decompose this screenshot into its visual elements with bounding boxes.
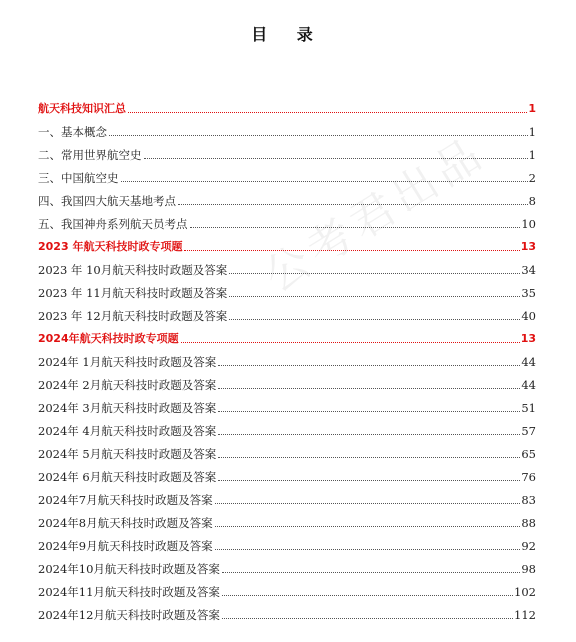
toc-entry[interactable] (38, 369, 536, 392)
toc-leader-dots (218, 410, 520, 412)
watermark: 公考君出品 (255, 126, 495, 303)
toc-page-number: 2 (528, 171, 536, 185)
toc-entry[interactable] (38, 576, 536, 599)
toc-leader-dots (218, 364, 520, 366)
toc-leader-dots (215, 502, 521, 504)
toc-leader-dots (128, 111, 527, 113)
toc-page-number: 1 (528, 125, 536, 139)
toc-entry-label: 四、我国四大航天基地考点 (38, 194, 176, 208)
toc-page-number: 44 (521, 355, 536, 369)
toc-entry-label: 2024年10月航天科技时政题及答案 (38, 562, 220, 576)
toc-leader-dots (181, 341, 520, 343)
toc-page-number: 51 (521, 401, 536, 415)
toc-page-number: 1 (528, 102, 536, 115)
toc-entry[interactable] (38, 254, 536, 277)
toc-entry[interactable] (38, 553, 536, 576)
toc-leader-dots (229, 318, 520, 320)
toc-leader-dots (144, 157, 528, 159)
toc-leader-dots (218, 456, 520, 458)
toc-leader-dots (222, 594, 513, 596)
toc-leader-dots (218, 433, 520, 435)
toc-entry[interactable] (38, 461, 536, 484)
toc-page-number: 102 (514, 585, 536, 599)
toc-page-number: 40 (521, 309, 536, 323)
toc-entry[interactable] (38, 346, 536, 369)
toc-page-number: 8 (528, 194, 536, 208)
toc-entry[interactable] (38, 484, 536, 507)
toc-entry-label: 2024年8月航天科技时政题及答案 (38, 516, 213, 530)
toc-section-heading[interactable] (38, 93, 536, 116)
page-title: 目 录 (251, 25, 325, 44)
toc-page-number: 65 (521, 447, 536, 461)
toc-entry[interactable] (38, 139, 536, 162)
toc-section-heading[interactable] (38, 323, 536, 346)
toc-leader-dots (190, 226, 521, 228)
toc-entry-label: 五、我国神舟系列航天员考点 (38, 217, 188, 231)
toc-page-number: 83 (521, 493, 536, 507)
toc-leader-dots (215, 525, 521, 527)
toc-entry-label: 2024年 1月航天科技时政题及答案 (38, 355, 217, 369)
toc-leader-dots (184, 249, 519, 251)
toc-entry[interactable] (38, 438, 536, 461)
toc-entry[interactable] (38, 185, 536, 208)
toc-page-number: 92 (521, 539, 536, 553)
toc-entry[interactable] (38, 162, 536, 185)
toc-leader-dots (178, 203, 528, 205)
toc-leader-dots (229, 295, 520, 297)
toc-entry-label: 2024年7月航天科技时政题及答案 (38, 493, 213, 507)
toc-entry-label: 2024年11月航天科技时政题及答案 (38, 585, 220, 599)
toc-entry-label: 2023 年 10月航天科技时政题及答案 (38, 263, 228, 277)
toc-page-number: 98 (521, 562, 536, 576)
toc-entry-label: 2024年 6月航天科技时政题及答案 (38, 470, 217, 484)
toc-page-number: 112 (514, 608, 536, 622)
toc-entry[interactable] (38, 116, 536, 139)
toc-leader-dots (215, 548, 521, 550)
toc-entry-label: 航天科技知识汇总 (38, 102, 126, 115)
toc-entry-label: 2024年航天科技时政专项题 (38, 332, 179, 345)
toc-entry[interactable] (38, 415, 536, 438)
toc-page-number: 88 (521, 516, 536, 530)
toc-section-heading[interactable] (38, 231, 536, 254)
toc-leader-dots (218, 479, 520, 481)
toc-entry-label: 2024年9月航天科技时政题及答案 (38, 539, 213, 553)
toc-entry-label: 二、常用世界航空史 (38, 148, 142, 162)
toc-page-number: 35 (521, 286, 536, 300)
toc-page-number: 13 (520, 240, 536, 253)
table-of-contents (38, 93, 536, 622)
toc-leader-dots (222, 571, 520, 573)
toc-entry-label: 2024年 3月航天科技时政题及答案 (38, 401, 217, 415)
toc-leader-dots (121, 180, 528, 182)
toc-page-number: 76 (521, 470, 536, 484)
toc-entry-label: 2023 年航天科技时政专项题 (38, 240, 183, 253)
toc-page-number: 1 (528, 148, 536, 162)
toc-leader-dots (218, 387, 520, 389)
toc-entry[interactable] (38, 208, 536, 231)
toc-leader-dots (109, 134, 528, 136)
toc-entry[interactable] (38, 599, 536, 622)
toc-entry-label: 2023 年 12月航天科技时政题及答案 (38, 309, 228, 323)
toc-entry[interactable] (38, 530, 536, 553)
toc-page-number: 13 (520, 332, 536, 345)
toc-page-number: 57 (521, 424, 536, 438)
toc-page-number: 10 (521, 217, 536, 231)
toc-leader-dots (222, 617, 513, 619)
toc-page-number: 34 (521, 263, 536, 277)
toc-entry-label: 一、基本概念 (38, 125, 107, 139)
toc-entry[interactable] (38, 277, 536, 300)
toc-entry[interactable] (38, 392, 536, 415)
toc-entry-label: 2024年12月航天科技时政题及答案 (38, 608, 220, 622)
toc-page-number: 44 (521, 378, 536, 392)
toc-entry-label: 2024年 2月航天科技时政题及答案 (38, 378, 217, 392)
toc-entry[interactable] (38, 507, 536, 530)
toc-leader-dots (229, 272, 520, 274)
toc-entry-label: 2024年 4月航天科技时政题及答案 (38, 424, 217, 438)
toc-entry[interactable] (38, 300, 536, 323)
toc-entry-label: 2023 年 11月航天科技时政题及答案 (38, 286, 228, 300)
toc-entry-label: 2024年 5月航天科技时政题及答案 (38, 447, 217, 461)
toc-entry-label: 三、中国航空史 (38, 171, 119, 185)
